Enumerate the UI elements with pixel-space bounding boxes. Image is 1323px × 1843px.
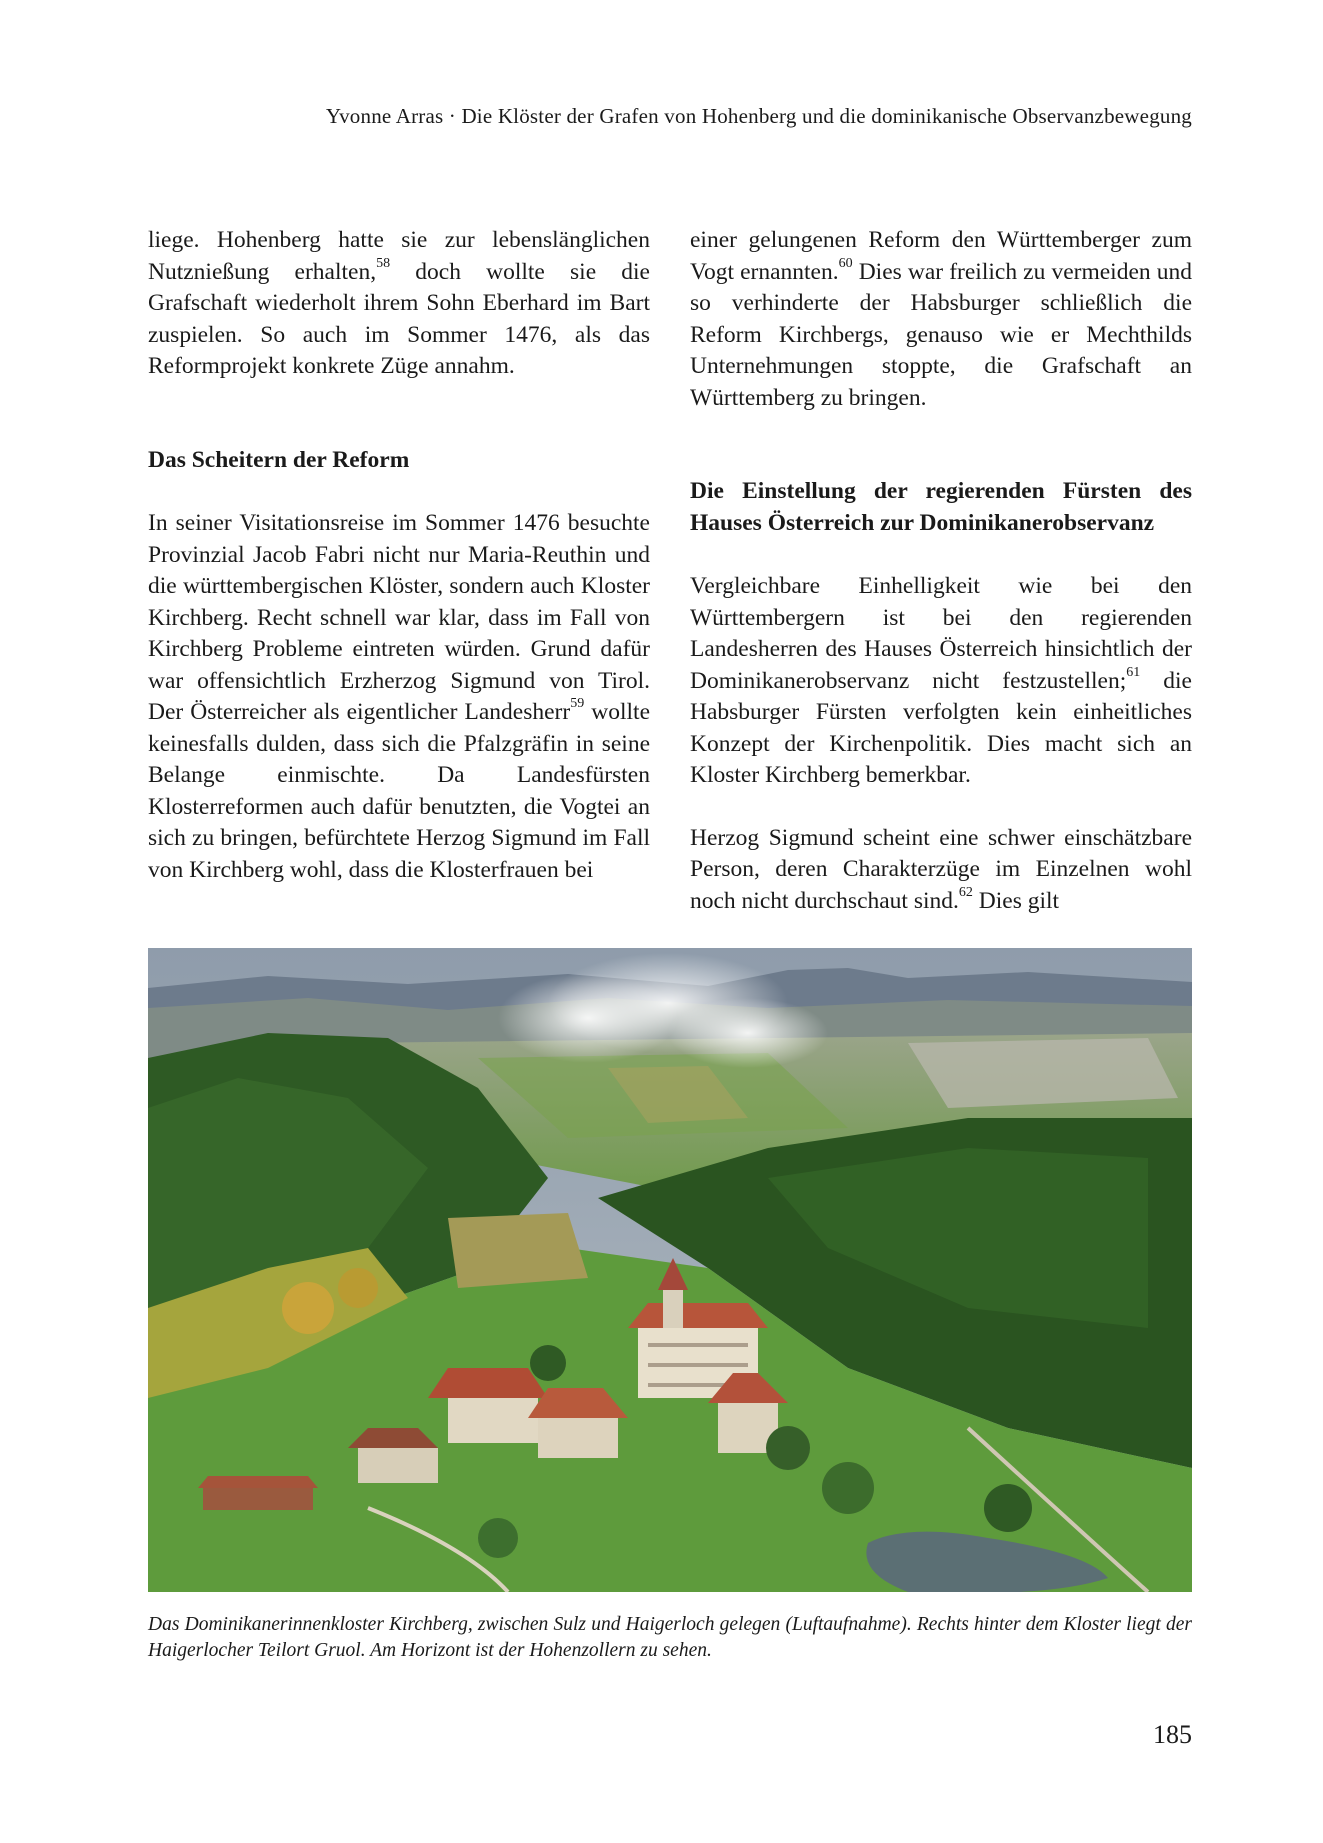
paragraph: In seiner Visitationsreise im Sommer 1476 besuchte Provinzial Jacob Fabri nicht nur Maria-Reuthin und die württembergischen Klöster, sondern auch Kloster Kirchberg. Recht schnell war klar, dass im Fall von Kirchberg Probleme eintreten würden. Grund dafür war offensichtlich Erzherzog Sigmund von Tirol. Der Österreicher als eigentlicher Landesherr$^{59}$ wollte keinesfalls dulden, dass sich die Pfalzgräfin in seine Belange einmischte. Da Landesfürsten Klosterreformen auch dafür benutzten, die Vogtei an sich zu bringen, befürchtete Herzog Sigmund im Fall von Kirchberg wohl, dass die Klosterfrauen bei xyxy=(148,510,650,883)
paragraph: Vergleichbare Einhelligkeit wie bei den Württembergern ist bei den regierenden Landesherren des Hauses Österreich hinsichtlich der Dominikanerobservanz nicht festzustellen;$^{61}$ die Habsburger Fürsten verfolgten kein einheitliches Konzept der Kirchenpolitik. Dies macht sich an Kloster Kirchberg bemerkbar. xyxy=(690,573,1192,788)
footnote-ref[interactable]: 60 xyxy=(838,255,853,271)
section-heading: Die Einstellung der regierenden Fürsten des Hauses Österreich zur Dominikanerobservanz xyxy=(690,478,1192,536)
left-column xyxy=(148,225,650,886)
paragraph: einer gelungenen Reform den Württemberger zum Vogt ernannten.$^{60}$ Dies war freilich zu vermeiden und so verhinderte der Habsburger schließlich die Reform Kirchbergs, genauso wie er Mechthilds Unternehmungen stoppte, die Grafschaft an Württemberg zu bringen. xyxy=(690,227,1192,411)
footnote-ref[interactable]: 58 xyxy=(376,255,391,271)
figure-caption: Das Dominikanerinnenkloster Kirchberg, zwischen Sulz und Haigerloch gelegen (Luftaufnahme). Rechts hinter dem Kloster liegt der Haigerlocher Teilort Gruol. Am Horizont ist der Hohenzollern zu sehen. xyxy=(148,1614,1192,1661)
paragraph: liege. Hohenberg hatte sie zur lebenslänglichen Nutznießung erhalten,$^{58}$ doch wollte sie die Grafschaft wiederholt ihrem Sohn Eberhard im Bart zuspielen. So auch im Sommer 1476, als das Reformprojekt konkrete Züge annahm. xyxy=(148,227,650,379)
footnote-ref[interactable]: 62 xyxy=(958,884,973,900)
aerial-photo-kirchberg xyxy=(148,948,1192,1592)
right-column xyxy=(690,225,1192,917)
footnote-ref[interactable]: 59 xyxy=(570,696,585,712)
paragraph: Herzog Sigmund scheint eine schwer einschätzbare Person, deren Charakterzüge im Einzelnen wohl noch nicht durchschaut sind.$^{62}$ Dies gilt xyxy=(690,824,1192,914)
page-number: 185 xyxy=(1153,1720,1192,1749)
running-header: Yvonne Arras · Die Klöster der Grafen von Hohenberg und die dominikanische Observanzbewegung xyxy=(325,104,1192,128)
section-heading: Das Scheitern der Reform xyxy=(148,446,410,473)
footnote-ref[interactable]: 61 xyxy=(1126,664,1141,680)
